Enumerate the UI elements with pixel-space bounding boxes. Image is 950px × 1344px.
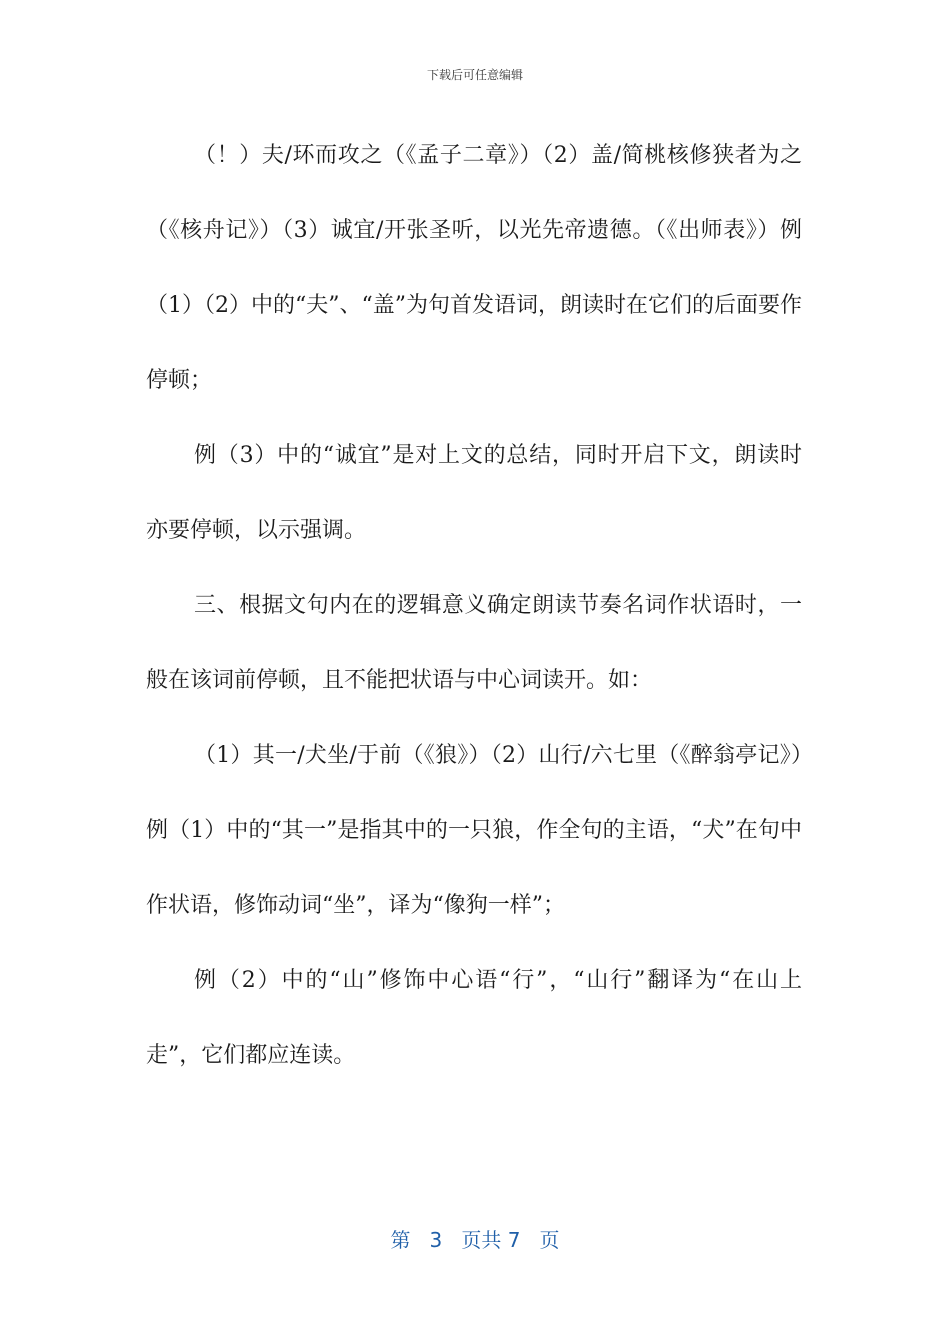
document-body — [146, 118, 802, 1093]
footer-label-of: 页共 — [461, 1228, 502, 1252]
footer-current-page: 3 — [429, 1228, 443, 1252]
paragraph-5: 例（2）中的“山”修饰中心语“行”，“山行”翻译为“在山上走”，它们都应连读。 — [146, 968, 802, 1068]
paragraph-2: 例（3）中的“诚宜”是对上文的总结，同时开启下文，朗读时亦要停顿，以示强调。 — [146, 443, 802, 543]
paragraph-1: （！）夫/环而攻之（《孟子二章》）（2）盖/简桃核修狭者为之（《核舟记》）（3）诚宜/开张圣听，以光先帝遗德。（《出师表》）例（1）（2）中的“夫”、“盖”为句首发语词，朗读时在它们的后面要作停顿； — [146, 143, 802, 393]
paragraph-3: 三、根据文句内在的逻辑意义确定朗读节奏名词作状语时，一般在该词前停顿，且不能把状语与中心词读开。如： — [146, 593, 802, 693]
header-note: 下载后可任意编辑 — [426, 68, 523, 82]
page-footer — [0, 1224, 950, 1253]
footer-label-end: 页 — [539, 1228, 560, 1252]
footer-total-pages: 7 — [507, 1228, 521, 1252]
footer-label-page: 第 — [390, 1228, 411, 1252]
paragraph-4: （1）其一/犬坐/于前（《狼》）（2）山行/六七里（《醉翁亭记》）例（1）中的“其一”是指其中的一只狼，作全句的主语，“犬”在句中作状语，修饰动词“坐”，译为“像狗一样”； — [146, 743, 802, 918]
